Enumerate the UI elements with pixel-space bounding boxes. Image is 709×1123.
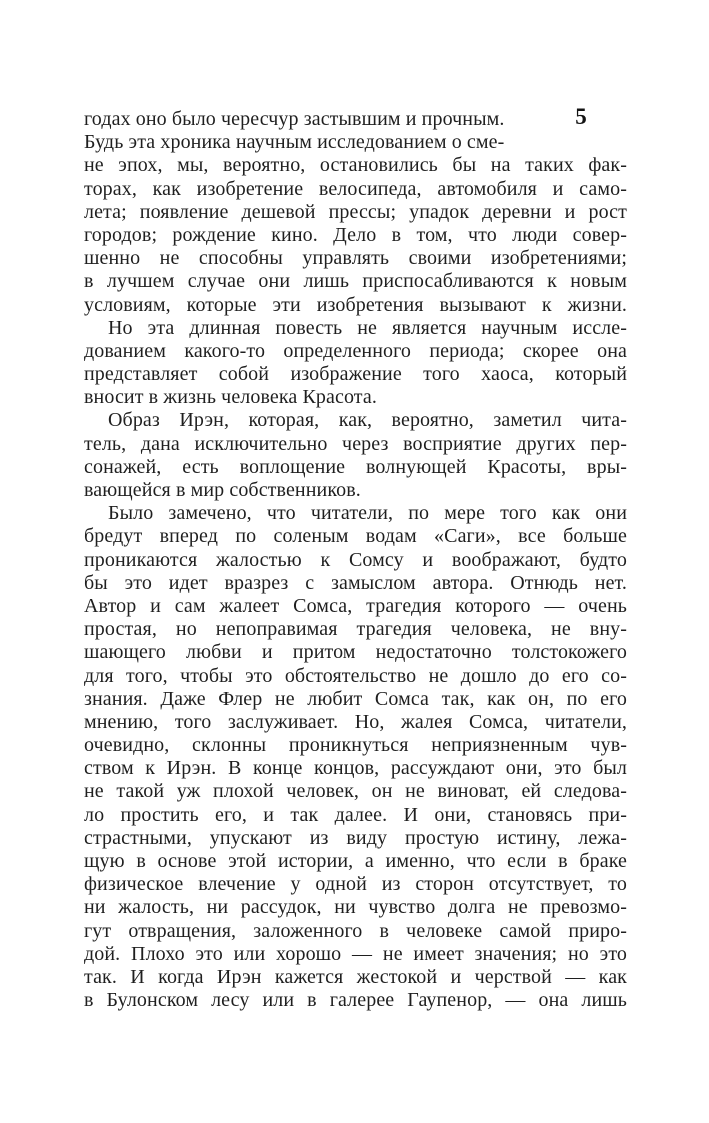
text-line: дованием какого-то определенного периода; скорее она (84, 339, 627, 362)
text-line: физическое влечение у одной из сторон отсутствует, то (84, 873, 627, 896)
page-number: 5 (575, 104, 587, 129)
text-line: Автор и сам жалеет Сомса, трагедия которого — очень (84, 594, 627, 617)
text-line: простая, но непоправимая трагедия человека, не вну- (84, 618, 627, 641)
text-line: Было замечено, что читатели, по мере того как они (108, 502, 627, 525)
text-line: Будь эта хроника научным исследованием о сме- (84, 131, 505, 154)
text-line: сонажей, есть воплощение волнующей Красоты, вры- (84, 455, 627, 478)
text-line: вающейся в мир собственников. (84, 479, 361, 501)
text-line: в лучшем случае они лишь приспосабливаются к новым (84, 270, 627, 293)
text-block (84, 108, 627, 1012)
text-line: щую в основе этой истории, а именно, что если в браке (84, 850, 627, 872)
text-line: ни жалость, ни рассудок, ни чувство долга не превозмо- (84, 896, 627, 919)
text-line: не такой уж плохой человек, он не виноват, ей следова- (84, 780, 627, 803)
text-line: страстными, упускают из виду простую истину, лежа- (84, 826, 627, 849)
text-line: условиям, которые эти изобретения вызывают к жизни. (84, 293, 627, 316)
text-line: бредут вперед по соленым водам «Саги», все больше (84, 525, 627, 548)
text-line: не эпох, мы, вероятно, остановились бы на таких фак- (84, 154, 627, 177)
text-line: бы это идет вразрез с замыслом автора. Отнюдь нет. (84, 571, 627, 594)
text-line: проникаются жалостью к Сомсу и воображают, будто (84, 548, 627, 571)
text-line: мнению, того заслуживает. Но, жалея Сомса, читатели, (84, 710, 627, 733)
text-line: годах оно было чересчур застывшим и прочным. (84, 108, 505, 130)
text-line: знания. Даже Флер не любит Сомса так, как он, по его (84, 687, 627, 710)
text-line: вносит в жизнь человека Красота. (84, 386, 377, 409)
text-line: представляет собой изображение того хаоса, который (84, 363, 627, 386)
text-line: шенно не способны управлять своими изобретениями; (84, 247, 627, 270)
text-line: Образ Ирэн, которая, как, вероятно, заметил чита- (108, 409, 627, 432)
text-line: лета; появление дешевой прессы; упадок деревни и рост (84, 200, 627, 223)
text-line: так. И когда Ирэн кажется жестокой и черствой — как (84, 965, 627, 988)
text-line: очевидно, склонны проникнуться неприязненным чув- (84, 734, 627, 757)
text-line: для того, чтобы это обстоятельство не дошло до его со- (84, 664, 627, 687)
text-line: городов; рождение кино. Дело в том, что люди совер- (84, 223, 627, 246)
text-line: в Булонском лесу или в галерее Гаупенор, — она лишь (84, 989, 627, 1012)
text-line: Но эта длинная повесть не является научным иссле- (108, 316, 627, 339)
text-line: шающего любви и притом недостаточно толстокожего (84, 641, 627, 664)
text-line: тель, дана исключительно через восприятие других пер- (84, 432, 627, 455)
text-line: торах, как изобретение велосипеда, автомобиля и само- (84, 177, 627, 200)
text-line: ло простить его, и так далее. И они, становясь при- (84, 803, 627, 826)
text-line: дой. Плохо это или хорошо — не имеет значения; но это (84, 942, 627, 965)
text-line: гут отвращения, заложенного в человеке самой приро- (84, 919, 627, 942)
text-line: ством к Ирэн. В конце концов, рассуждают они, это был (84, 757, 627, 780)
